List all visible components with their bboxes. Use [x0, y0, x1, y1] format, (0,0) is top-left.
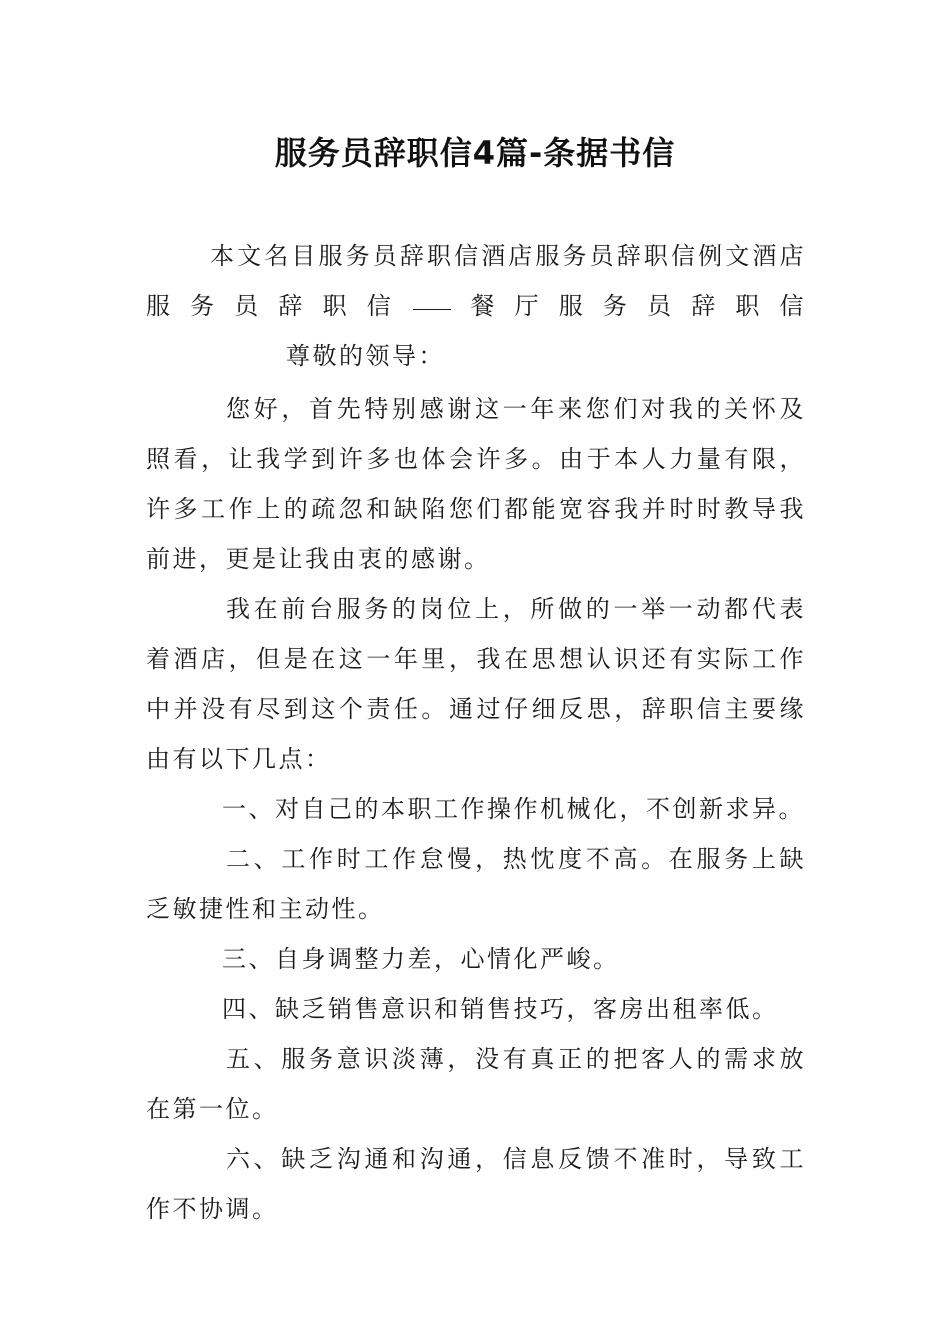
paragraph-2: 我在前台服务的岗位上，所做的一举一动都代表着酒店，但是在这一年里，我在思想认识还有实际工作中并没有尽到这个责任。通过仔细反思，辞职信主要缘由有以下几点： [146, 595, 806, 773]
list-item-6: 六、缺乏沟通和沟通，信息反馈不准时，导致工作不协调。 [146, 1145, 806, 1223]
list-item-5: 五、服务意识淡薄，没有真正的把客人的需求放在第一位。 [146, 1045, 806, 1123]
intro-after-blank: 餐厅服务员辞职信 [452, 292, 807, 320]
blank-underline [413, 308, 451, 310]
list-item-2: 二、工作时工作怠慢，热忱度不高。在服务上缺乏敏捷性和主动性。 [146, 845, 806, 923]
list-item-1: 一、对自己的本职工作操作机械化，不创新求异。 [222, 795, 805, 823]
intro-paragraph [146, 231, 806, 381]
document-title: 服务员辞职信4篇-条据书信 [274, 134, 676, 172]
list-item-4: 四、缺乏销售意识和销售技巧，客房出租率低。 [222, 995, 779, 1023]
list-item-3: 三、自身调整力差，心情化严峻。 [222, 945, 620, 973]
intro-text: 本文名目服务员辞职信酒店服务员辞职信例文酒店服务员辞职信 [146, 242, 806, 320]
salutation: 尊敬的领导： [286, 342, 445, 370]
document-body [146, 231, 806, 1234]
paragraph-1: 您好，首先特别感谢这一年来您们对我的关怀及照看，让我学到许多也体会许多。由于本人力量有限，许多工作上的疏忽和缺陷您们都能宽容我并时时教导我前进，更是让我由衷的感谢。 [146, 395, 806, 573]
